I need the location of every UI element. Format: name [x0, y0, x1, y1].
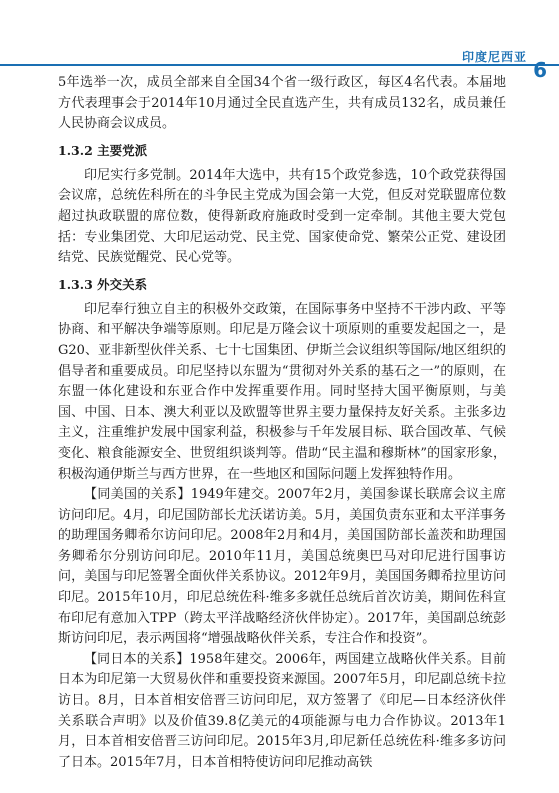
paragraph-us-relations: 【同美国的关系】1949年建交。2007年2月，美国参谋长联席会议主席访问印尼。4月，印尼国防部长尤沃诺访美。5月，美国负责东亚和太平洋事务的助理国务卿希尔访问印尼。2008年2月和4月，美国国防部长盖茨和助理国务卿希尔分别访问印尼。2010年11月，美国总统奥巴马对印尼进行国事访问，美国与印尼签署全面伙伴关系协议。2012年9月，美国国务卿希拉里访问印尼。2015年10月，印尼总统佐科·维多多就任总统后首次访美，期间佐科宣布印尼有意加入TPP（跨太平洋战略经济伙伴协定）。2017年，美国副总统彭斯访问印尼，表示两国将“增强战略伙伴关系，专注合作和投资”。	[58, 487, 506, 647]
paragraph-continuation: 5年选举一次，成员全部来自全国34个省一级行政区，每区4名代表。本届地方代表理事会于2014年10月通过全民直选产生，共有成员132名，成员兼任人民协商会议成员。	[58, 75, 506, 132]
page-body	[58, 73, 506, 773]
running-header-title: 印度尼西亚	[461, 50, 527, 64]
header-rule	[0, 64, 559, 66]
page-number: 6	[533, 58, 547, 82]
paragraph-parties: 印尼实行多党制。2014年大选中，共有15个政党参选，10个政党获得国会议席，总统佐科所在的斗争民主党成为国会第一大党，但反对党联盟席位数超过执政联盟的席位数，使得新政府施政时受到一定牵制。其他主要大党包括：专业集团党、大印尼运动党、民主党、国家使命党、繁荣公正党、建设团结党、民族觉醒党、民心党等。	[58, 167, 506, 266]
section-heading-main-parties: 1.3.2 主要党派	[58, 142, 148, 158]
paragraph-foreign-policy: 印尼奉行独立自主的积极外交政策，在国际事务中坚持不干涉内政、平等协商、和平解决争端等原则。印尼是万隆会议十项原则的重要发起国之一，是G20、亚非新型伙伴关系、七十七国集团、伊斯兰会议组织等国际/地区组织的倡导者和重要成员。印尼坚持以东盟为“贯彻对外关系的基石之一”的原则，在东盟一体化建设和东亚合作中发挥重要作用。同时坚持大国平衡原则，与美国、中国、日本、澳大利亚以及欧盟等世界主要力量保持友好关系。主张多边主义，注重维护发展中国家利益，积极参与千年发展目标、联合国改革、气候变化、粮食能源安全、世贸组织谈判等。借助“民主温和穆斯林”的国家形象，积极沟通伊斯兰与西方世界，在一些地区和国际问题上发挥独特作用。	[58, 301, 506, 482]
section-heading-foreign-relations: 1.3.3 外交关系	[58, 276, 148, 292]
paragraph-japan-relations: 【同日本的关系】1958年建交。2006年，两国建立战略伙伴关系。目前日本为印尼第一大贸易伙伴和重要投资来源国。2007年5月，印尼副总统卡拉访日。8月，日本首相安倍晋三访问印尼，双方签署了《印尼—日本经济伙伴关系联合声明》以及价值39.8亿美元的4项能源与电力合作协议。2013年1月，日本首相安倍晋三访问印尼。2015年3月,印尼新任总统佐科·维多多访问了日本。2015年7月，日本首相特使访问印尼推动高铁	[58, 651, 506, 770]
